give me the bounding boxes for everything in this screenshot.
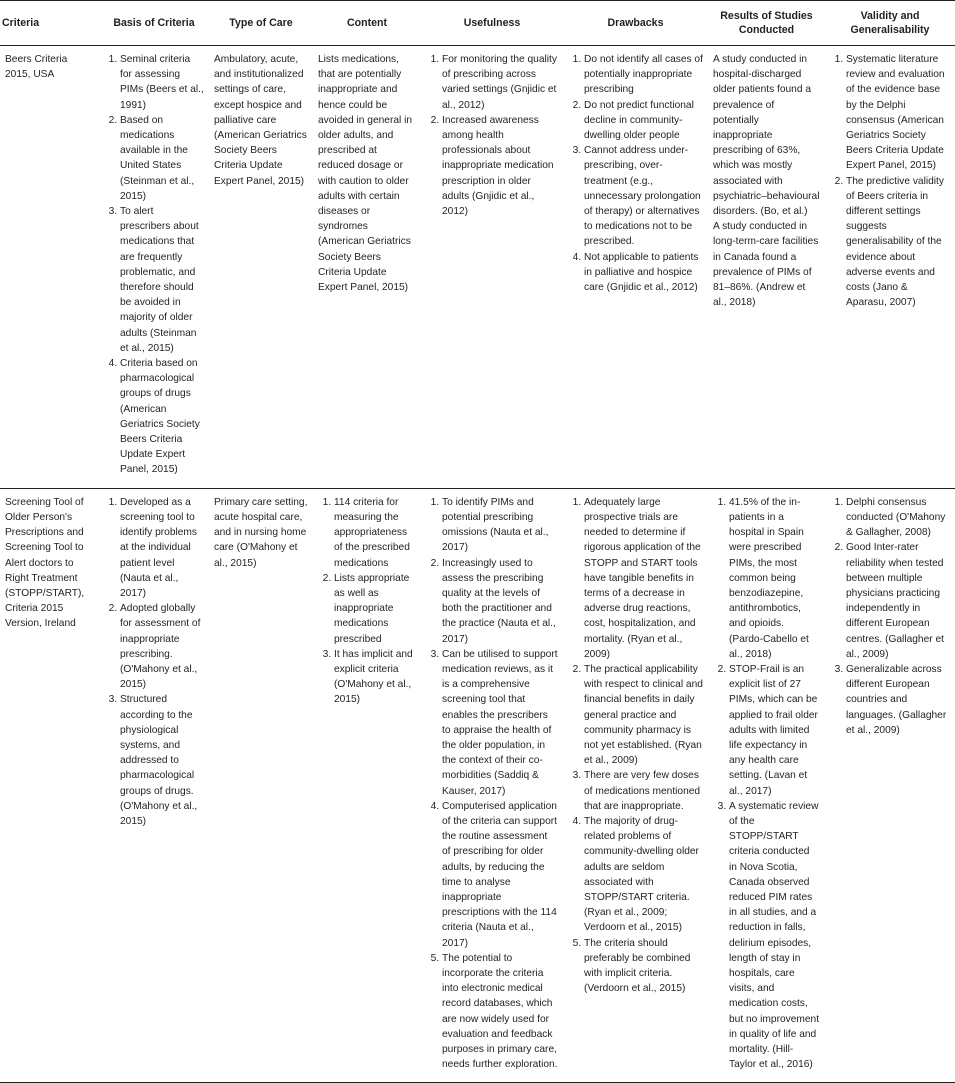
usefulness-list [426,495,558,1073]
list-item: 3. To alert prescribers about medications that are frequently problematic, and therefore should be avoided in majority of older adults (Steinman et al., 2015) [120,204,204,356]
list-item: 1. Developed as a screening tool to identify problems at the individual patient level (Nauta et al., 2017) [120,495,204,601]
criteria-name: Screening Tool of Older Person's Prescriptions and Screening Tool to Alert doctors to Right Treatment (STOPP/START), Criteria 2015 Version, Ireland [5,496,85,630]
usefulness-list [426,52,558,219]
table-row-stopp-start [0,488,955,1083]
list-item: 4. Criteria based on pharmacological groups of drugs (American Geriatrics Society Beers Criteria Update Expert Panel, 2015) [120,356,204,478]
list-item: 3. It has implicit and explicit criteria (O'Mahony et al., 2015) [334,647,416,708]
results-list [713,495,820,1073]
usefulness-cell [421,46,563,489]
validity-list [830,52,950,310]
results-cell [708,46,825,489]
list-item: 2. The practical applicability with respect to clinical and financial benefits in daily general practice and community pharmacy is not yet established. (Ryan et al., 2009) [584,662,703,768]
list-item: 2. Increasingly used to assess the prescribing quality at the levels of both the practitioner and the practice (Nauta et al., 2017) [442,556,558,647]
header-content: Content [313,1,421,46]
content-cell [313,488,421,1083]
list-item: 3. Structured according to the physiological systems, and addressed to pharmacological groups of drugs. (O'Mahony et al., 2015) [120,692,204,829]
drawbacks-list [568,495,703,997]
header-results: Results of Studies Conducted [708,1,825,46]
results-paragraph: A study conducted in long-term-care facilities in Canada found a prevalence of PIMs of 81–86%. (Andrew et al., 2018) [713,221,819,309]
results-cell [708,488,825,1083]
type-of-care-cell [209,46,313,489]
list-item: 3. There are very few doses of medications mentioned that are inappropriate. [584,768,703,814]
validity-cell [825,488,955,1083]
header-type-of-care: Type of Care [209,1,313,46]
drawbacks-cell [563,488,708,1083]
list-item: 2. Based on medications available in the United States (Steinman et al., 2015) [120,113,204,204]
content-text: Lists medications, that are potentially inappropriate and hence could be avoided in general in older adults, and prescribed at reduced dosage or with caution to older adults with certain diseases or syndromes (American Geriatrics Society Beers Criteria Update Expert Panel, 2015) [318,54,413,294]
list-item: 1. Adequately large prospective trials are needed to determine if rigorous application of the STOPP and START tools have tangible benefits in terms of a decrease in adverse drug reactions, cost, hospitalization, and mortality. (Ryan et al., 2009) [584,495,703,662]
list-item: 3. Cannot address under-prescribing, over-treatment (e.g., unnecessary prolongation of therapy) or alternatives to medications not to be prescribed. [584,143,703,249]
list-item: 5. The criteria should preferably be combined with implicit criteria. (Verdoorn et al., 2015) [584,936,703,997]
type-of-care-text: Primary care setting, acute hospital care, and in nursing home care (O'Mahony et al., 2015) [214,496,308,569]
list-item: 2. Increased awareness among health professionals about inappropriate medication prescription in older adults (Gnjidic et al., 2012) [442,113,558,219]
criteria-cell [0,46,99,489]
content-cell [313,46,421,489]
list-item: 2. Lists appropriate as well as inappropriate medications prescribed [334,571,416,647]
basis-cell [99,488,209,1083]
list-item: 4. The majority of drug-related problems of community-dwelling older adults are seldom associated with STOPP/START criteria. (Ryan et al., 2009; Verdoorn et al., 2015) [584,814,703,936]
list-item: 1. 41.5% of the in-patients in a hospital in Spain were prescribed PIMs, the most common being benzodiazepine, antithrombotics, and opioids. (Pardo-Cabello et al., 2018) [729,495,820,662]
basis-list [104,52,204,478]
header-row [0,1,955,46]
header-drawbacks: Drawbacks [563,1,708,46]
list-item: 1. Do not identify all cases of potentially inappropriate prescribing [584,52,703,98]
list-item: 1. Seminal criteria for assessing PIMs (Beers et al., 1991) [120,52,204,113]
validity-cell [825,46,955,489]
list-item: 2. Good Inter-rater reliability when tested between multiple physicians practicing independently in different European centres. (Gallagher et al., 2009) [846,540,950,662]
list-item: 2. STOP-Frail is an explicit list of 27 PIMs, which can be applied to frail older adults with limited life expectancy in any health care setting. (Lavan et al., 2017) [729,662,820,799]
drawbacks-list [568,52,703,295]
type-of-care-text: Ambulatory, acute, and institutionalized settings of care, except hospice and palliative care (American Geriatrics Society Beers Criteria Update Expert Panel, 2015) [214,54,307,187]
list-item: 1. To identify PIMs and potential prescribing omissions (Nauta et al., 2017) [442,495,558,556]
header-basis: Basis of Criteria [99,1,209,46]
list-item: 3. A systematic review of the STOPP/START criteria conducted in Nova Scotia, Canada observed reduced PIM rates in all studies, and a reduction in falls, delirium episodes, length of stay in hospitals, care visits, and medication costs, but no improvement in quality of life and mortality. (Hill-Taylor et al., 2016) [729,799,820,1073]
header-usefulness: Usefulness [421,1,563,46]
list-item: 2. Adopted globally for assessment of inappropriate prescribing. (O'Mahony et al., 2015) [120,601,204,692]
list-item: 2. Do not predict functional decline in community-dwelling older people [584,98,703,144]
list-item: 1. 114 criteria for measuring the appropriateness of the prescribed medications [334,495,416,571]
header-criteria: Criteria [0,1,99,46]
usefulness-cell [421,488,563,1083]
type-of-care-cell [209,488,313,1083]
list-item: 4. Computerised application of the criteria can support the routine assessment of prescribing for older adults, by reducing the time to analyse inappropriate prescriptions with the 114 criteria (Nauta et al., 2017) [442,799,558,951]
table-row-beers [0,46,955,489]
content-list [318,495,416,708]
list-item: 3. Generalizable across different European countries and languages. (Gallagher et al., 2009) [846,662,950,738]
validity-list [830,495,950,738]
basis-cell [99,46,209,489]
drawbacks-cell [563,46,708,489]
criteria-cell [0,488,99,1083]
list-item: 1. Systematic literature review and evaluation of the evidence base by the Delphi consensus (American Geriatrics Society Beers Criteria Update Expert Panel, 2015) [846,52,950,174]
list-item: 3. Can be utilised to support medication reviews, as it is a comprehensive screening tool that enables the prescribers to appraise the health of the older population, in the context of their co-morbidities (Saddiq & Kauser, 2017) [442,647,558,799]
list-item: 2. The predictive validity of Beers criteria in different settings suggests generalisability of the evidence about adverse events and costs (Jano & Aparasu, 2007) [846,174,950,311]
results-paragraph: A study conducted in hospital-discharged older patients found a prevalence of potentially inappropriate prescribing of 63%, which was mostly associated with psychiatric–behavioural disorders. (Bo, et al.) [713,54,820,218]
criteria-name: Beers Criteria 2015, USA [5,54,68,81]
list-item: 5. The potential to incorporate the criteria into electronic medical record databases, which are now widely used for evaluation and feedback purposes in primary care, needs further exploration. [442,951,558,1073]
list-item: 4. Not applicable to patients in palliative and hospice care (Gnjidic et al., 2012) [584,250,703,296]
basis-list [104,495,204,829]
header-validity: Validity and Generalisability [825,1,955,46]
list-item: 1. Delphi consensus conducted (O'Mahony & Gallagher, 2008) [846,495,950,541]
list-item: 1. For monitoring the quality of prescribing across varied settings (Gnjidic et al., 2012) [442,52,558,113]
